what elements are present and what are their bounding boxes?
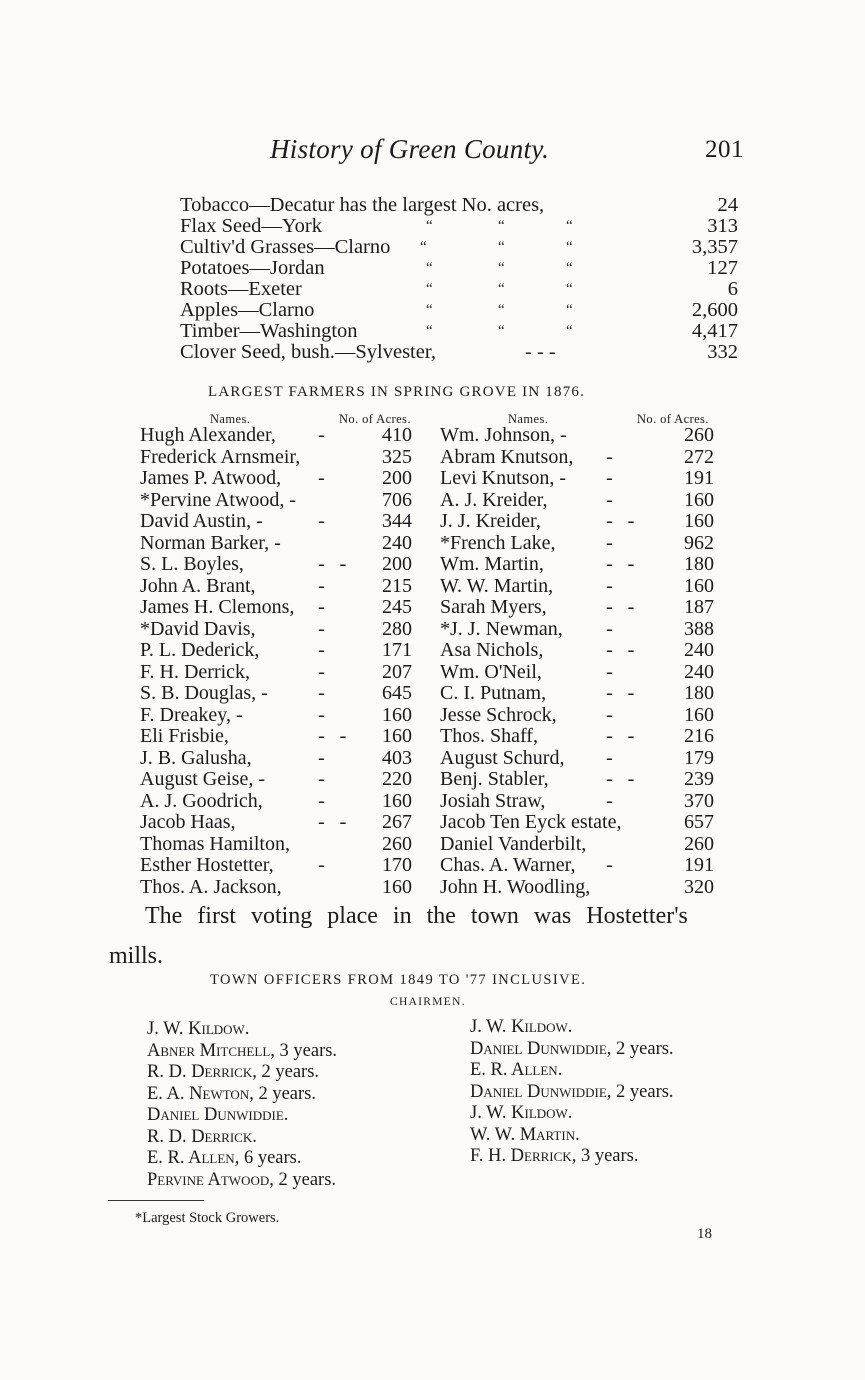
stat-value: 2,600: [691, 299, 738, 321]
ditto-mark: “: [426, 323, 433, 339]
leader-dashes: -: [318, 854, 325, 876]
leader-dashes: - -: [606, 725, 635, 747]
farmer-acres: 325: [382, 445, 412, 468]
farmers-list-right: [440, 425, 740, 898]
chairman-entry: [147, 1084, 337, 1106]
crop-statistics: [180, 195, 740, 363]
chairman-term: 2 years.: [253, 1083, 316, 1104]
farmer-row: [140, 425, 430, 447]
voting-place-paragraph: The first voting place in the town was Hostetter's: [145, 903, 688, 929]
chairman-entry: [147, 1041, 337, 1063]
leader-dashes: -: [606, 467, 613, 489]
farmer-row: [440, 705, 740, 727]
farmer-acres: 272: [684, 445, 714, 468]
leader-dashes: - -: [606, 510, 635, 532]
farmer-acres: 200: [382, 467, 412, 489]
farmer-acres: 388: [684, 617, 714, 640]
stat-value: 127: [707, 257, 738, 279]
farmer-name: C. I. Putnam,: [440, 682, 547, 704]
chairman-name: R. D. Derrick,: [147, 1062, 257, 1082]
farmer-name: Thos. Shaff,: [440, 725, 538, 747]
farmer-row: [440, 769, 740, 791]
farmer-acres: 645: [382, 682, 412, 704]
town-officers-heading: TOWN OFFICERS FROM 1849 TO '77 INCLUSIVE.: [210, 972, 587, 988]
ditto-mark: “: [426, 281, 433, 297]
farmer-name: Wm. O'Neil,: [440, 660, 542, 683]
farmer-row: [440, 855, 740, 877]
leader-dashes: -: [318, 660, 325, 683]
farmer-name: Thos. A. Jackson,: [140, 875, 282, 898]
farmer-name: John H. Woodling,: [440, 875, 591, 898]
farmer-name: A. J. Kreider,: [440, 488, 548, 511]
farmer-acres: 216: [684, 725, 714, 747]
stat-row: [180, 279, 740, 300]
farmer-row: [440, 490, 740, 512]
farmer-name: John A. Brant,: [140, 574, 256, 597]
farmer-name: *French Lake,: [440, 531, 556, 554]
leader-dashes: -: [318, 424, 325, 446]
chairman-name: J. W. Kildow.: [470, 1017, 573, 1037]
farmer-acres: 370: [684, 789, 714, 812]
stat-row: [180, 258, 740, 279]
farmer-row: [140, 619, 430, 641]
farmer-row: [440, 748, 740, 770]
chairman-entry: [147, 1105, 337, 1127]
farmer-row: [140, 769, 430, 791]
stat-dashes: - - -: [525, 341, 556, 363]
farmer-acres: 160: [684, 488, 714, 511]
leader-dashes: -: [606, 488, 613, 511]
chairman-entry: [147, 1019, 337, 1041]
farmer-acres: 260: [684, 424, 714, 446]
leader-dashes: - -: [318, 553, 347, 575]
chairman-entry: [470, 1060, 674, 1082]
farmer-name: Norman Barker, -: [140, 531, 281, 554]
ditto-mark: “: [566, 323, 573, 339]
farmer-acres: 320: [684, 875, 714, 898]
stat-value: 332: [707, 341, 738, 363]
farmer-name: S. B. Douglas, -: [140, 682, 268, 704]
farmer-acres: 245: [382, 596, 412, 618]
leader-dashes: -: [318, 596, 325, 618]
farmer-name: Chas. A. Warner,: [440, 854, 576, 876]
leader-dashes: -: [318, 768, 325, 790]
stat-label: Cultiv'd Grasses—Clarno: [180, 236, 391, 258]
farmer-name: *J. J. Newman,: [440, 617, 563, 640]
farmer-name: S. L. Boyles,: [140, 553, 244, 575]
leader-dashes: -: [606, 531, 613, 554]
farmer-acres: 180: [684, 553, 714, 575]
leader-dashes: -: [606, 746, 613, 769]
farmer-name: *Pervine Atwood, -: [140, 488, 297, 511]
farmer-row: [440, 468, 740, 490]
leader-dashes: - -: [606, 682, 635, 704]
farmer-name: Benj. Stabler,: [440, 768, 549, 790]
leader-dashes: -: [318, 467, 325, 489]
ditto-mark: “: [498, 239, 505, 255]
farmer-name: J. J. Kreider,: [440, 510, 541, 532]
leader-dashes: -: [606, 703, 613, 726]
farmer-row: [440, 683, 740, 705]
farmer-acres: 179: [684, 746, 714, 769]
ditto-mark: “: [426, 260, 433, 276]
farmers-heading: LARGEST FARMERS IN SPRING GROVE IN 1876.: [208, 384, 586, 400]
voting-place-paragraph-end: mills.: [109, 943, 164, 969]
chairman-entry: [470, 1039, 674, 1061]
farmer-name: Jacob Ten Eyck estate,: [440, 811, 622, 833]
stat-value: 24: [717, 194, 738, 216]
column-header-acres: No. of Acres.: [637, 412, 709, 426]
farmer-acres: 239: [684, 768, 714, 790]
farmer-row: [140, 877, 430, 899]
chairman-term: 2 years.: [611, 1038, 674, 1059]
chairman-term: 2 years.: [256, 1062, 320, 1082]
farmer-acres: 160: [684, 510, 714, 532]
farmer-row: [440, 812, 740, 834]
farmer-acres: 260: [684, 832, 714, 855]
ditto-mark: “: [498, 281, 505, 297]
farmer-name: W. W. Martin,: [440, 574, 554, 597]
signature-mark: 18: [697, 1226, 712, 1242]
chairman-term: 3 years.: [576, 1146, 639, 1166]
leader-dashes: - -: [606, 768, 635, 790]
farmers-list-left: [140, 425, 430, 898]
farmer-name: A. J. Goodrich,: [140, 789, 263, 812]
chairman-entry: [147, 1148, 337, 1170]
farmer-row: [140, 533, 430, 555]
stat-value: 4,417: [691, 320, 738, 342]
leader-dashes: -: [318, 639, 325, 661]
farmer-name: James H. Clemons,: [140, 596, 295, 618]
ditto-mark: “: [566, 218, 573, 234]
farmer-acres: 160: [382, 789, 412, 812]
column-header-names: Names.: [210, 412, 251, 426]
farmer-name: Eli Frisbie,: [140, 725, 229, 747]
farmer-acres: 657: [684, 811, 714, 833]
farmer-name: Thomas Hamilton,: [140, 832, 290, 855]
leader-dashes: - -: [606, 639, 635, 661]
stat-value: 6: [727, 278, 738, 300]
farmer-row: [140, 640, 430, 662]
farmer-name: Frederick Arnsmeir,: [140, 445, 301, 468]
farmer-row: [440, 447, 740, 469]
farmer-name: Jacob Haas,: [140, 811, 236, 833]
stat-row: [180, 237, 740, 258]
farmer-acres: 403: [382, 746, 412, 769]
farmer-row: [140, 468, 430, 490]
farmer-name: Asa Nichols,: [440, 639, 544, 661]
chairman-name: R. D. Derrick.: [147, 1126, 257, 1147]
farmer-acres: 160: [382, 875, 412, 898]
chairman-name: Daniel Dunwiddie,: [470, 1038, 612, 1059]
chairman-name: E. R. Allen,: [147, 1148, 240, 1168]
farmer-row: [140, 705, 430, 727]
chairman-name: Abner Mitchell,: [147, 1040, 275, 1061]
farmer-row: [440, 533, 740, 555]
stat-value: 3,357: [691, 236, 738, 258]
ditto-mark: “: [498, 323, 505, 339]
farmer-acres: 200: [382, 553, 412, 575]
leader-dashes: -: [318, 789, 325, 812]
farmer-name: Josiah Straw,: [440, 789, 546, 812]
farmer-row: [140, 511, 430, 533]
column-header-names: Names.: [508, 412, 549, 426]
farmer-acres: 240: [684, 639, 714, 661]
footnote-rule: [108, 1200, 204, 1201]
farmer-name: F. Dreakey, -: [140, 703, 243, 726]
farmer-name: James P. Atwood,: [140, 467, 282, 489]
footnote: *Largest Stock Growers.: [135, 1210, 280, 1226]
ditto-mark: “: [566, 260, 573, 276]
chairman-name: E. R. Allen.: [470, 1060, 563, 1080]
chairman-name: J. W. Kildow.: [470, 1103, 573, 1123]
chairmen-list-right: [470, 1017, 674, 1168]
farmer-row: [440, 597, 740, 619]
stat-label: Flax Seed—York: [180, 215, 322, 237]
farmer-row: [140, 597, 430, 619]
farmer-acres: 191: [684, 854, 714, 876]
ditto-mark: “: [498, 302, 505, 318]
ditto-mark: “: [498, 218, 505, 234]
farmer-name: Hugh Alexander,: [140, 424, 276, 446]
leader-dashes: -: [606, 574, 613, 597]
farmer-name: August Schurd,: [440, 746, 565, 769]
farmer-row: [140, 726, 430, 748]
farmer-name: Sarah Myers,: [440, 596, 547, 618]
ditto-mark: “: [566, 302, 573, 318]
farmer-acres: 180: [684, 682, 714, 704]
chairman-entry: [147, 1062, 337, 1084]
farmer-row: [140, 490, 430, 512]
farmer-acres: 240: [684, 660, 714, 683]
farmer-row: [440, 554, 740, 576]
stat-value: 313: [707, 215, 738, 237]
chairman-entry: [470, 1125, 674, 1147]
farmer-row: [140, 834, 430, 856]
stat-row: [180, 216, 740, 237]
leader-dashes: -: [318, 574, 325, 597]
ditto-mark: “: [498, 260, 505, 276]
farmer-acres: 962: [684, 531, 714, 554]
farmer-row: [140, 576, 430, 598]
chairmen-list-left: [147, 1019, 337, 1191]
stat-label: Apples—Clarno: [180, 299, 315, 321]
leader-dashes: -: [318, 746, 325, 769]
farmer-name: Wm. Martin,: [440, 553, 544, 575]
leader-dashes: - -: [318, 725, 347, 747]
farmer-row: [440, 662, 740, 684]
farmer-name: *David Davis,: [140, 617, 256, 640]
farmer-acres: 207: [382, 660, 412, 683]
farmer-row: [440, 834, 740, 856]
farmer-acres: 280: [382, 617, 412, 640]
stat-row: [180, 342, 740, 363]
leader-dashes: - -: [606, 596, 635, 618]
farmer-acres: 187: [684, 596, 714, 618]
ditto-mark: “: [566, 239, 573, 255]
farmer-name: J. B. Galusha,: [140, 746, 252, 769]
farmer-name: Jesse Schrock,: [440, 703, 557, 726]
farmer-row: [440, 511, 740, 533]
farmer-acres: 267: [382, 811, 412, 833]
chairman-entry: [470, 1017, 674, 1039]
stat-label: Potatoes—Jordan: [180, 257, 325, 279]
farmer-acres: 260: [382, 832, 412, 855]
farmer-row: [440, 726, 740, 748]
farmer-acres: 170: [382, 854, 412, 876]
farmer-row: [140, 662, 430, 684]
chairman-entry: [470, 1146, 674, 1168]
farmer-row: [140, 748, 430, 770]
farmer-row: [440, 640, 740, 662]
farmer-row: [140, 447, 430, 469]
farmer-acres: 410: [382, 424, 412, 446]
farmer-name: Esther Hostetter,: [140, 854, 274, 876]
ditto-mark: “: [426, 218, 433, 234]
ditto-mark: “: [426, 302, 433, 318]
stat-label: Tobacco—Decatur has the largest No. acres,: [180, 194, 545, 216]
farmer-name: August Geise, -: [140, 768, 265, 790]
farmer-acres: 344: [382, 510, 412, 532]
farmer-name: Levi Knutson, -: [440, 467, 567, 489]
farmer-name: Daniel Vanderbilt,: [440, 832, 587, 855]
farmer-acres: 160: [382, 703, 412, 726]
chairman-name: F. H. Derrick,: [470, 1146, 577, 1166]
chairman-term: 3 years.: [274, 1040, 338, 1061]
leader-dashes: -: [318, 703, 325, 726]
leader-dashes: -: [606, 617, 613, 640]
stat-row: [180, 300, 740, 321]
stat-label: Roots—Exeter: [180, 278, 302, 300]
ditto-mark: “: [420, 239, 427, 255]
chairman-term: 6 years.: [239, 1148, 302, 1168]
chairman-name: E. A. Newton,: [147, 1083, 254, 1104]
chairman-term: 2 years.: [273, 1169, 337, 1190]
farmer-acres: 215: [382, 574, 412, 597]
leader-dashes: -: [606, 789, 613, 812]
farmer-name: Wm. Johnson, -: [440, 424, 567, 446]
farmer-row: [440, 791, 740, 813]
chairman-name: J. W. Kildow.: [147, 1019, 250, 1039]
farmer-acres: 706: [382, 488, 412, 511]
chairman-entry: [470, 1103, 674, 1125]
stat-row: [180, 321, 740, 342]
column-header-acres: No. of Acres.: [339, 412, 411, 426]
chairman-term: 2 years.: [611, 1081, 674, 1102]
leader-dashes: -: [606, 445, 613, 468]
farmer-row: [140, 812, 430, 834]
farmer-acres: 160: [684, 574, 714, 597]
chairman-name: W. W. Martin.: [470, 1124, 580, 1145]
farmer-acres: 191: [684, 467, 714, 489]
chairman-entry: [147, 1170, 337, 1192]
page-number: 201: [705, 136, 744, 163]
chairman-entry: [147, 1127, 337, 1149]
farmer-row: [140, 554, 430, 576]
farmer-row: [140, 791, 430, 813]
farmer-name: F. H. Derrick,: [140, 660, 251, 683]
leader-dashes: -: [318, 510, 325, 532]
farmer-acres: 160: [382, 725, 412, 747]
farmer-row: [140, 855, 430, 877]
chairman-name: Daniel Dunwiddie.: [147, 1105, 289, 1125]
leader-dashes: - -: [318, 811, 347, 833]
farmer-name: David Austin, -: [140, 510, 263, 532]
farmer-row: [140, 683, 430, 705]
farmer-row: [440, 877, 740, 899]
farmer-name: Abram Knutson,: [440, 445, 574, 468]
ditto-mark: “: [566, 281, 573, 297]
leader-dashes: - -: [606, 553, 635, 575]
stat-label: Clover Seed, bush.—Sylvester,: [180, 341, 436, 363]
farmer-acres: 240: [382, 531, 412, 554]
farmer-acres: 171: [382, 639, 412, 661]
farmer-acres: 220: [382, 768, 412, 790]
farmer-row: [440, 576, 740, 598]
leader-dashes: -: [318, 682, 325, 704]
farmer-name: P. L. Dederick,: [140, 639, 260, 661]
leader-dashes: -: [606, 854, 613, 876]
chairmen-heading: CHAIRMEN.: [390, 996, 466, 1008]
leader-dashes: -: [318, 617, 325, 640]
stat-label: Timber—Washington: [180, 320, 358, 342]
chairman-name: Daniel Dunwiddie,: [470, 1081, 612, 1102]
chairman-entry: [470, 1082, 674, 1104]
farmer-row: [440, 425, 740, 447]
stat-row: [180, 195, 740, 216]
farmer-row: [440, 619, 740, 641]
chairman-name: Pervine Atwood,: [147, 1169, 274, 1190]
page-title: History of Green County.: [270, 134, 550, 164]
leader-dashes: -: [606, 660, 613, 683]
farmer-acres: 160: [684, 703, 714, 726]
